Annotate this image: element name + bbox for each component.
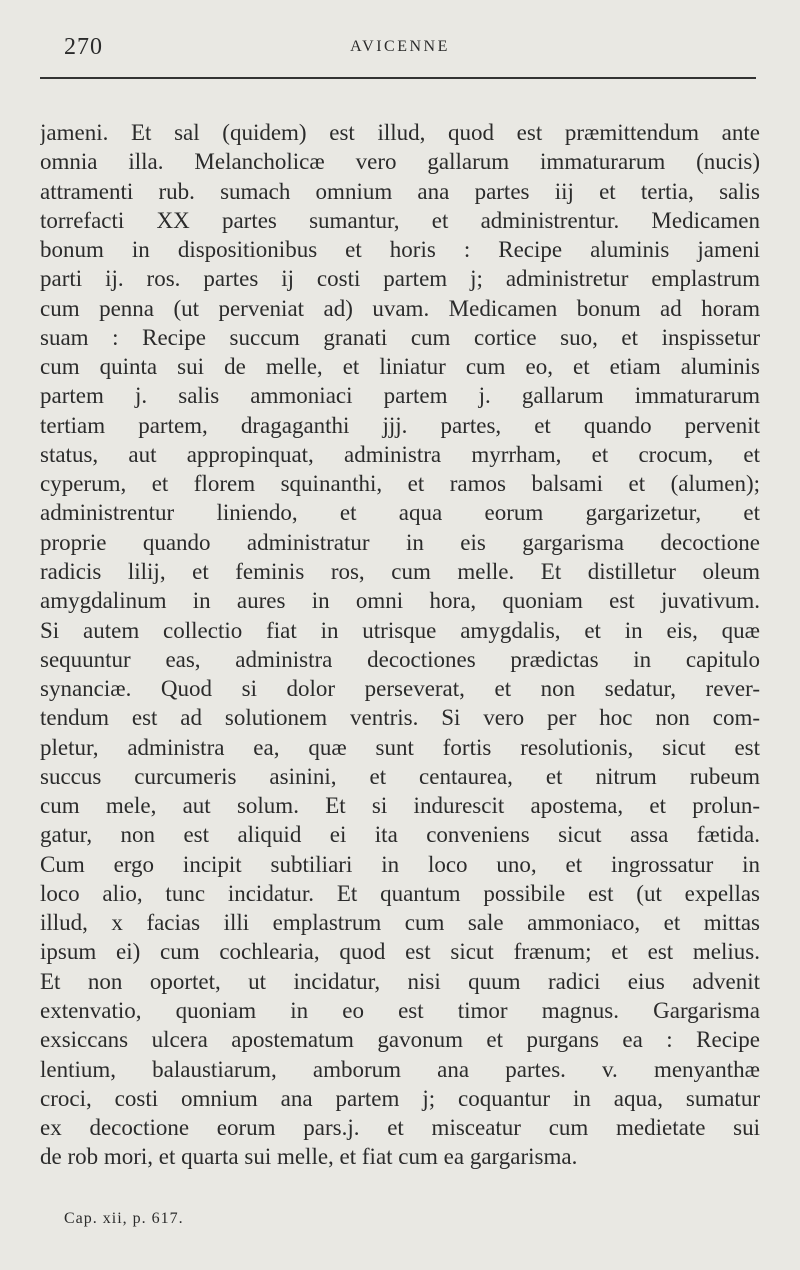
text-line: exsiccans ulcera apostematum gavonum et purgans ea : Recipe (40, 1027, 760, 1053)
text-line: bonum in dispositionibus et horis : Recipe aluminis jameni (40, 237, 760, 263)
text-line: omnia illa. Melancholicæ vero gallarum immaturarum (nucis) (40, 149, 760, 175)
text-line: illud, x facias illi emplastrum cum sale ammoniaco, et mittas (40, 910, 760, 936)
text-line: pletur, administra ea, quæ sunt fortis resolutionis, sicut est (40, 734, 760, 760)
text-line: Et non oportet, ut incidatur, nisi quum radici eius advenit (40, 968, 760, 994)
text-line: de rob mori, et quarta sui melle, et fiat cum ea gargarisma. (40, 1144, 578, 1170)
text-line: extenvatio, quoniam in eo est timor magnus. Gargarisma (40, 997, 760, 1023)
page-number: 270 (64, 34, 103, 60)
text-line: partem j. salis ammoniaci partem j. gallarum immaturarum (40, 383, 760, 409)
text-line: torrefacti XX partes sumantur, et administrentur. Medicamen (40, 207, 760, 233)
text-line: jameni. Et sal (quidem) est illud, quod est præmittendum ante (40, 120, 760, 145)
text-line: synanciæ. Quod si dolor perseverat, et non sedatur, rever- (40, 676, 760, 702)
text-line: radicis lilij, et feminis ros, cum melle. Et distilletur oleum (40, 558, 760, 584)
text-line: amygdalinum in aures in omni hora, quoniam est juvativum. (40, 588, 760, 614)
text-line: cum quinta sui de melle, et liniatur cum eo, et etiam aluminis (40, 354, 760, 380)
text-line: Si autem collectio fiat in utrisque amygdalis, et in eis, quæ (40, 617, 760, 643)
text-line: ex decoctione eorum pars.j. et misceatur cum medietate sui (40, 1115, 760, 1141)
header-rule (40, 77, 756, 79)
text-line: proprie quando administratur in eis gargarisma decoctione (40, 529, 760, 555)
footnote-reference: Cap. xii, p. 617. (64, 1210, 184, 1227)
running-title: AVICENNE (350, 38, 450, 55)
text-line: attramenti rub. sumach omnium ana partes iij et tertia, salis (40, 178, 760, 204)
text-line: sequuntur eas, administra decoctiones prædictas in capitulo (40, 646, 760, 672)
text-line: tertiam partem, dragaganthi jjj. partes, et quando pervenit (40, 412, 760, 438)
text-line: croci, costi omnium ana partem j; coquantur in aqua, sumatur (40, 1085, 760, 1111)
text-line: lentium, balaustiarum, amborum ana partes. v. menyanthæ (40, 1056, 760, 1082)
text-line: cum mele, aut solum. Et si indurescit apostema, et prolun- (40, 793, 760, 819)
text-line: cyperum, et florem squinanthi, et ramos balsami et (alumen); (40, 471, 760, 497)
text-line: administrentur liniendo, et aqua eorum gargarizetur, et (40, 500, 760, 526)
text-line: gatur, non est aliquid ei ita conveniens sicut assa fætida. (40, 822, 760, 848)
text-line: tendum est ad solutionem ventris. Si vero per hoc non com- (40, 705, 760, 731)
text-line: suam : Recipe succum granati cum cortice suo, et inspissetur (40, 324, 760, 350)
text-line: parti ij. ros. partes ij costi partem j; administretur emplastrum (40, 266, 760, 292)
text-line: succus curcumeris asinini, et centaurea, et nitrum rubeum (40, 763, 760, 789)
text-line: Cum ergo incipit subtiliari in loco uno, et ingrossatur in (40, 851, 760, 877)
text-line: status, aut appropinquat, administra myrrham, et crocum, et (40, 441, 760, 467)
text-line: ipsum ei) cum cochlearia, quod est sicut frænum; et est melius. (40, 939, 760, 965)
body-text (40, 118, 760, 1172)
text-line: loco alio, tunc incidatur. Et quantum possibile est (ut expellas (40, 880, 760, 906)
text-line: cum penna (ut perveniat ad) uvam. Medicamen bonum ad horam (40, 295, 760, 321)
